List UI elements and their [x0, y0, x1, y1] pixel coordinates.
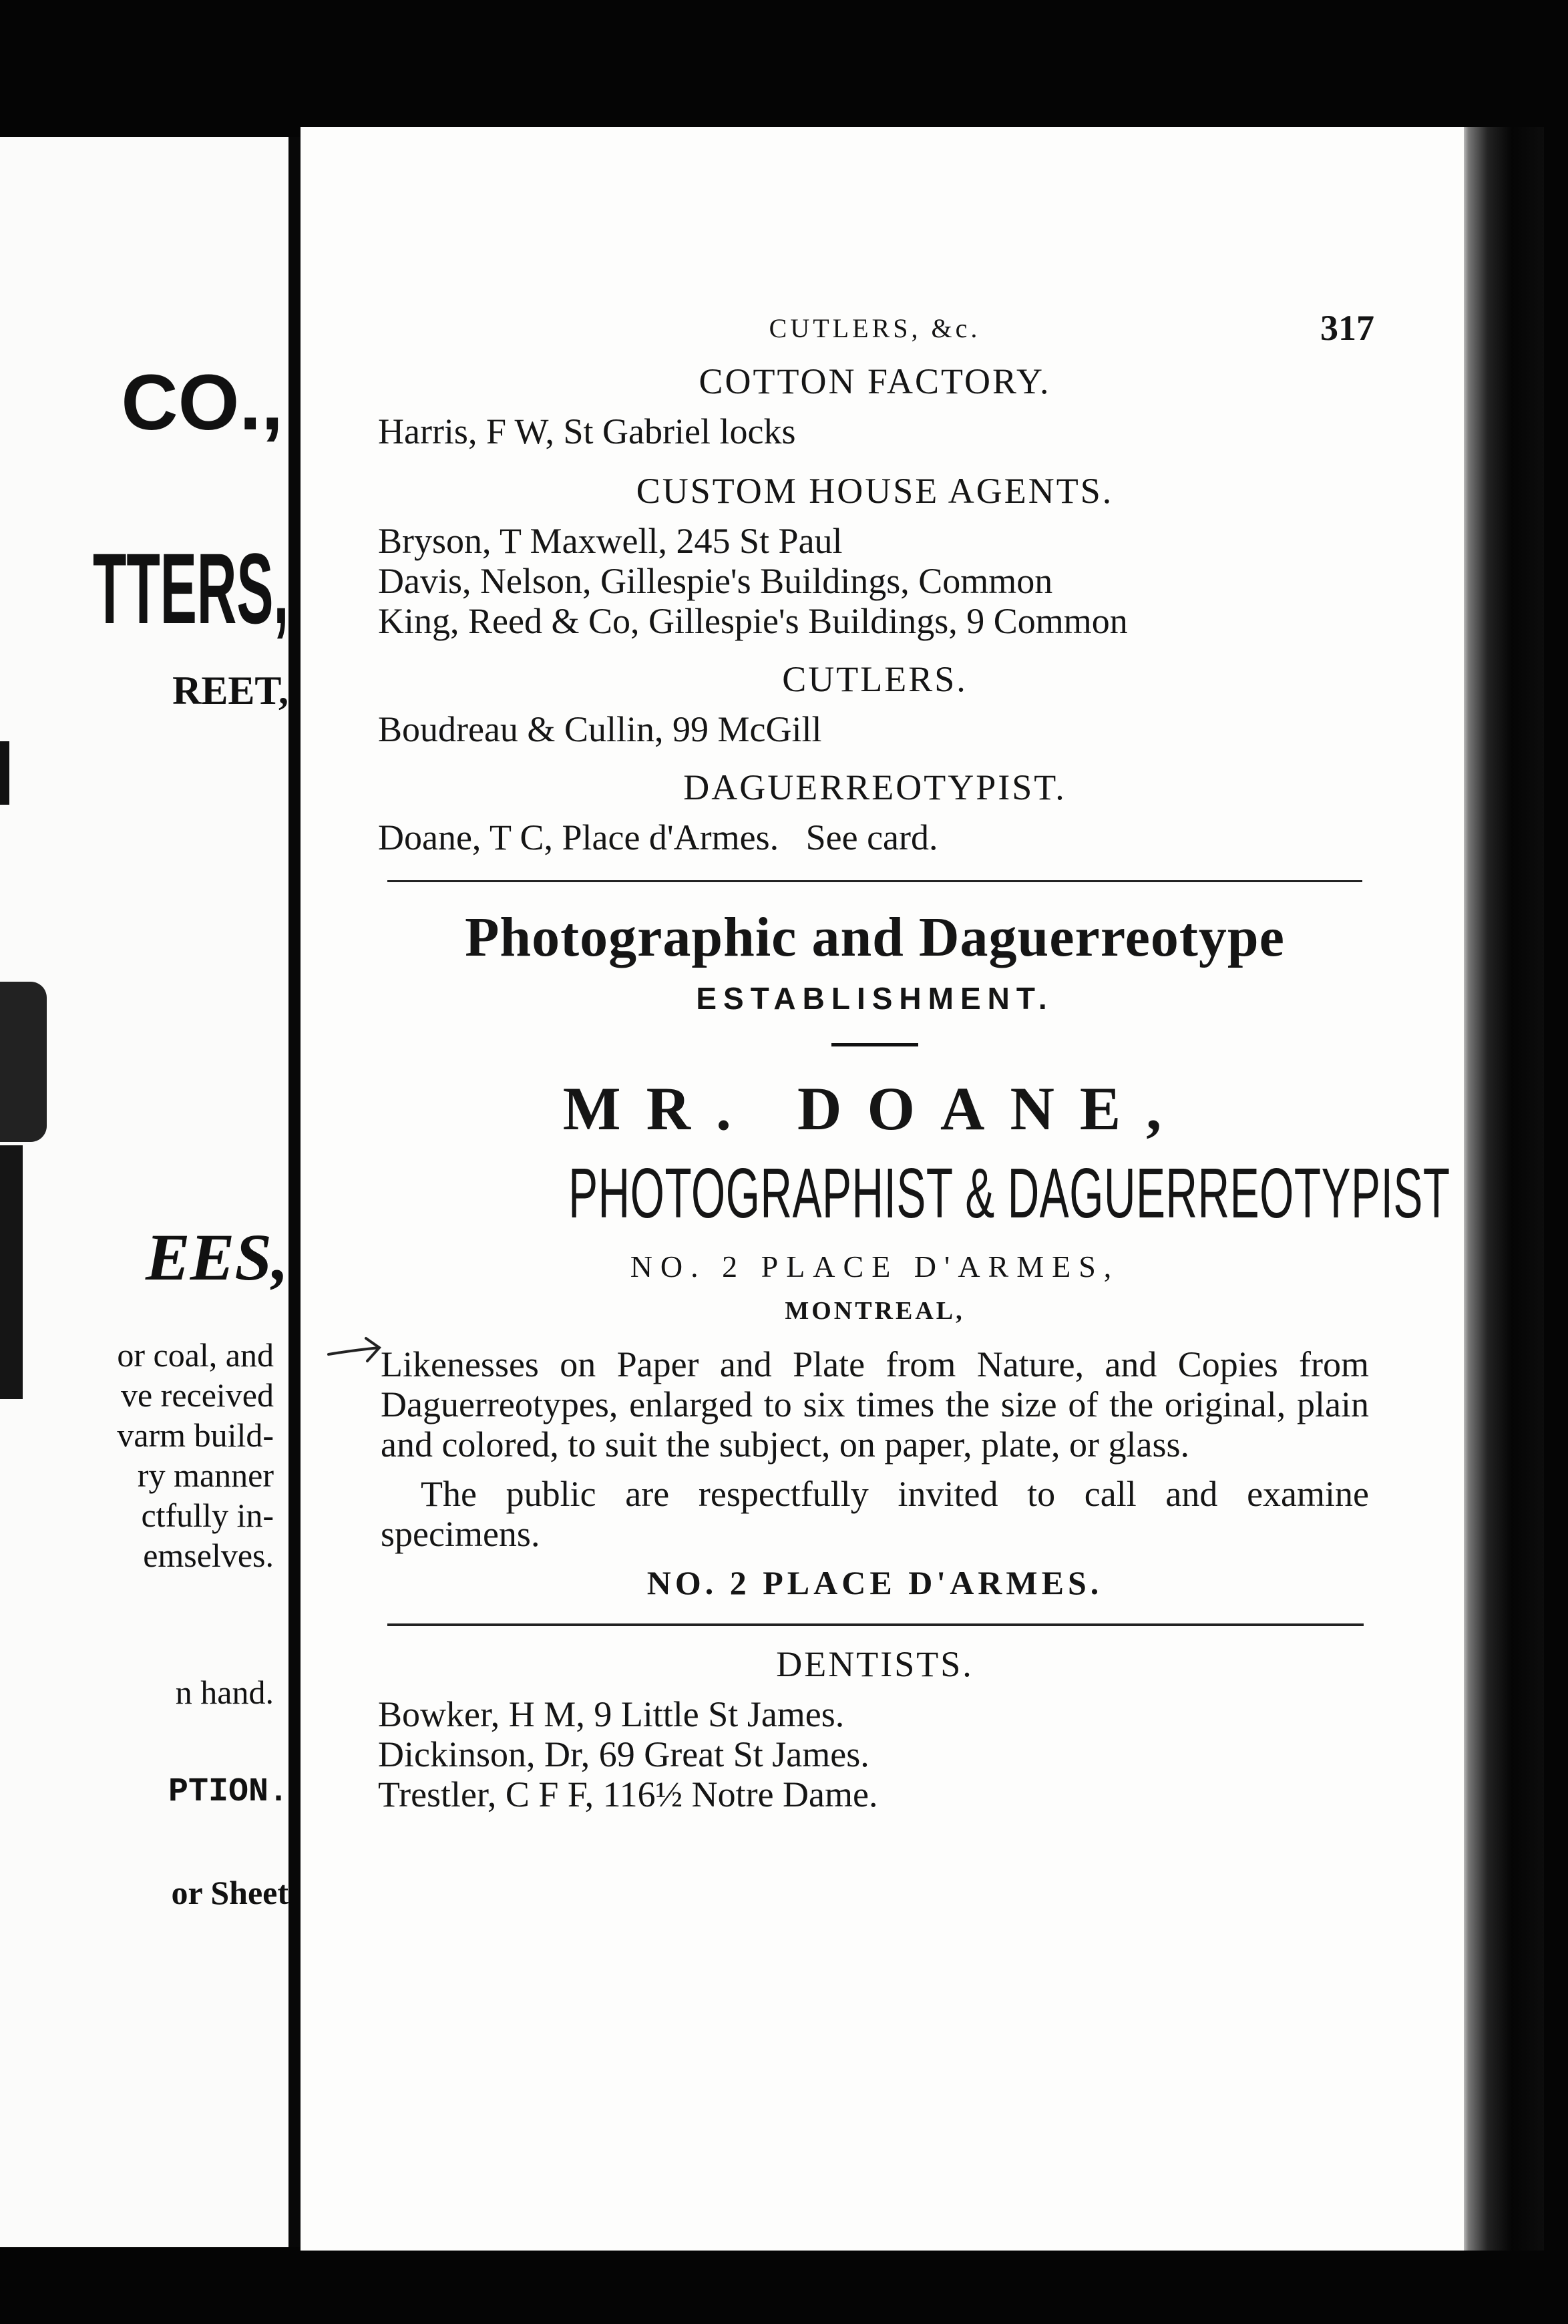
directory-entry: Harris, F W, St Gabriel locks: [378, 411, 796, 451]
directory-entry: Dickinson, Dr, 69 Great St James.: [378, 1734, 869, 1774]
left-page-reet: REET,: [172, 668, 288, 713]
directory-entry: King, Reed & Co, Gillespie's Buildings, 9 Common: [378, 601, 1128, 641]
divider-rule: [387, 880, 1362, 882]
left-page-line: ctfully in-: [141, 1497, 274, 1534]
left-page-tters: TTERS,: [92, 532, 288, 644]
divider-rule: [387, 1623, 1364, 1626]
section-heading: DAGUERREOTYPIST.: [683, 767, 1066, 807]
left-page-ption: PTION.: [168, 1773, 288, 1811]
running-head: [381, 307, 1374, 361]
left-page-bar: [0, 741, 9, 805]
section-heading: DENTISTS.: [776, 1644, 974, 1684]
page-number: 317: [1320, 308, 1374, 348]
directory-entry: Davis, Nelson, Gillespie's Buildings, Common: [378, 561, 1053, 601]
ad-short-rule: [831, 1043, 918, 1046]
left-page-line: ry manner: [137, 1457, 274, 1494]
left-page-sheet: or Sheet: [171, 1874, 288, 1911]
ad-footer-address: NO. 2 PLACE D'ARMES.: [646, 1564, 1103, 1601]
ad-city: MONTREAL,: [785, 1297, 965, 1325]
section-heading: CUTLERS.: [782, 659, 968, 699]
left-page-fragment: [0, 137, 288, 2247]
directory-entry: Doane, T C, Place d'Armes. See card.: [378, 817, 938, 857]
section-heading: CUSTOM HOUSE AGENTS.: [636, 471, 1114, 511]
left-page-line: emselves.: [143, 1537, 274, 1574]
running-head-title: CUTLERS, &c.: [769, 313, 981, 343]
directory-entry: Bryson, T Maxwell, 245 St Paul: [378, 521, 843, 561]
ad-address: NO. 2 PLACE D'ARMES,: [630, 1249, 1120, 1284]
left-page-line: or coal, and: [117, 1336, 274, 1374]
page-text: [378, 307, 1450, 1814]
left-page-co: CO.,: [121, 359, 283, 447]
page-edge-shadow: [1464, 127, 1544, 2251]
left-page-line: ve received: [120, 1376, 274, 1414]
ad-subtitle: ESTABLISHMENT.: [696, 981, 1054, 1016]
doane-advertisement: [381, 905, 1450, 1602]
ad-paragraph: Likenesses on Paper and Plate from Nature, and Copies from Daguerreotypes, enlarged to six times the size of the original, plain and colored, to suit the subject, on paper, plate, or glass.: [381, 1344, 1369, 1465]
left-page-engraving: [0, 982, 47, 1142]
left-page-border: [0, 1145, 23, 1399]
ad-profession: PHOTOGRAPHIST & DAGUERREOTYPIST: [568, 1154, 1450, 1233]
section-heading: COTTON FACTORY.: [699, 361, 1051, 401]
left-page-line: varm build-: [117, 1416, 274, 1454]
margin-arrow-icon: [326, 1334, 385, 1366]
left-page-hand: n hand.: [175, 1674, 274, 1711]
directory-entry: Boudreau & Cullin, 99 McGill: [378, 709, 822, 749]
left-page-ees: EES,: [145, 1220, 288, 1294]
ad-paragraph: The public are respectfully invited to call and examine specimens.: [381, 1474, 1369, 1554]
book-gutter: [288, 137, 301, 2247]
ad-proprietor-name: MR. DOANE,: [562, 1075, 1187, 1143]
directory-entry: Trestler, C F F, 116½ Notre Dame.: [378, 1774, 878, 1814]
directory-page: [301, 127, 1464, 2251]
ad-title: Photographic and Daguerreotype: [465, 906, 1285, 968]
directory-entry: Bowker, H M, 9 Little St James.: [378, 1694, 845, 1734]
